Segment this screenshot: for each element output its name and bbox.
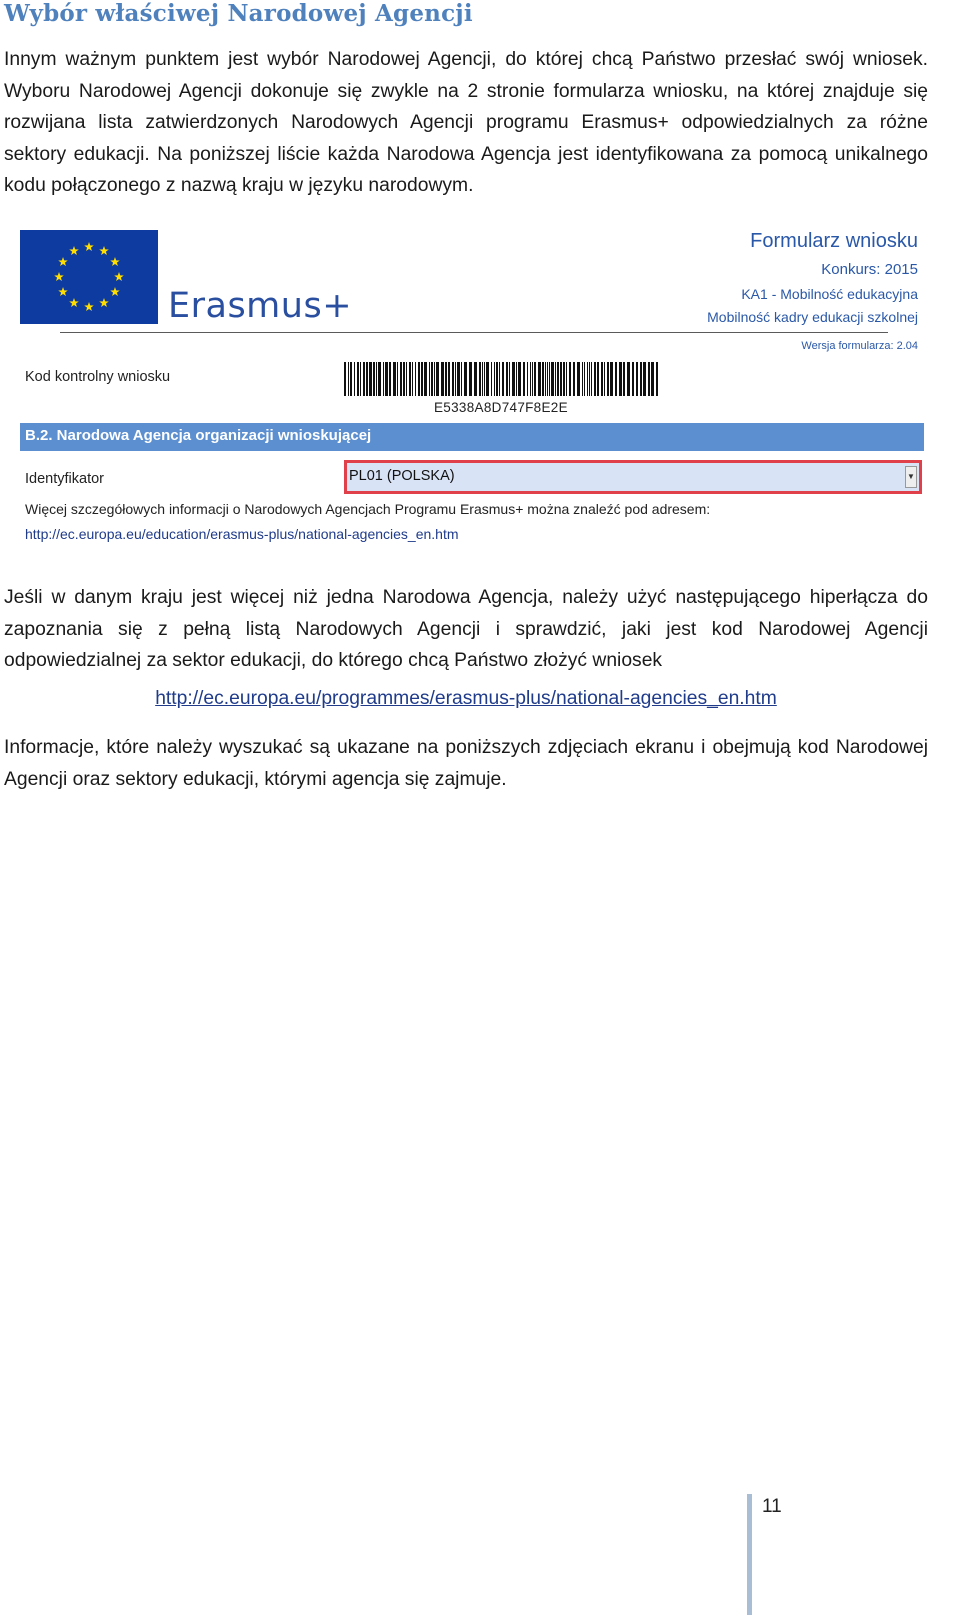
barcode-bar [376, 362, 377, 396]
page-number: 11 [762, 1496, 782, 1517]
eu-star-icon [58, 257, 68, 266]
barcode-bar [494, 362, 495, 396]
form-project-type: Mobilność kadry edukacji szkolnej [707, 309, 918, 325]
barcode-bar [549, 362, 550, 396]
barcode-bar [597, 362, 599, 396]
national-agencies-link[interactable]: http://ec.europa.eu/programmes/erasmus-plus/national-agencies_en.htm [155, 688, 777, 709]
barcode-bar [573, 362, 575, 396]
barcode-bar [393, 362, 396, 396]
barcode-bar [516, 362, 517, 396]
national-agency-select-value: PL01 (POLSKA) [349, 468, 455, 484]
eu-star-icon [69, 246, 79, 255]
barcode-bar [651, 362, 654, 396]
barcode-bar [491, 362, 492, 396]
barcode-bar [582, 362, 583, 396]
identifier-label: Identyfikator [25, 471, 104, 487]
barcode-bar [523, 362, 525, 396]
barcode-bar [418, 362, 420, 396]
multiple-agencies-paragraph: Jeśli w danym kraju jest więcej niż jedna Narodowa Agencja, należy użyć następującego hiperłącza do zapoznania się z pełną listą Narodowych Agencji i sprawdzić, jaki jest kod Narodowej Agencji odpowiedzialnej za sektor edukacji, do którego chcą Państwo złożyć wniosek [4, 587, 928, 671]
barcode-bar [551, 362, 554, 396]
barcode-bar [509, 362, 510, 396]
barcode-bar [610, 362, 613, 396]
eu-star-icon [69, 298, 79, 307]
barcode-bar [412, 362, 413, 396]
barcode-bar [502, 362, 504, 396]
barcode-bar [555, 362, 556, 396]
barcode-bar [506, 362, 508, 396]
barcode-bar [369, 362, 372, 396]
barcode-bar [457, 362, 460, 396]
barcode-bar [499, 362, 500, 396]
barcode-bar [421, 362, 423, 396]
barcode-bar [594, 362, 596, 396]
barcode-bar [448, 362, 450, 396]
barcode-bar [452, 362, 454, 396]
barcode-bar [429, 362, 430, 396]
barcode-bar [350, 362, 352, 396]
barcode-bar [354, 362, 355, 396]
page-number-bar [747, 1494, 752, 1615]
barcode-bar [604, 362, 605, 396]
section-heading: Wybór właściwej Narodowej Agencji [4, 0, 473, 27]
barcode-bar [623, 362, 625, 396]
info-paragraph: Informacje, które należy wyszukać są ukazane na poniższych zdjęciach ekranu i obejmują kod Narodowej Agencji oraz sektory edukacji, którymi agencja się zajmuje. [4, 737, 928, 790]
barcode-bar [464, 362, 467, 396]
form-version: Wersja formularza: 2.04 [801, 340, 918, 352]
barcode-bar [389, 362, 391, 396]
eu-star-icon [84, 302, 94, 311]
barcode-bar [445, 362, 447, 396]
barcode-bar [486, 362, 489, 396]
barcode-bar [619, 362, 622, 396]
barcode-bar [589, 362, 590, 396]
barcode-bar [344, 362, 346, 396]
barcode-bar [545, 362, 546, 396]
barcode-bar [431, 362, 433, 396]
eu-star-icon [114, 272, 124, 281]
eu-star-icon [110, 257, 120, 266]
intro-paragraph: Innym ważnym punktem jest wybór Narodowej Agencji, do której chcą Państwo przesłać swój wniosek. Wyboru Narodowej Agencji dokonuje się zwykle na 2 stronie formularza wniosku, na której znajduje się rozwijana lista zatwierdzonych Narodowych Agencji programu Erasmus+ odpowiedzialnych za różne sektory edukacji. Na poniższej liście każda Narodowa Agencja jest identyfikowana za pomocą unikalnego kodu połączonego z nazwą kraju w języku narodowym. [4, 49, 928, 196]
national-agencies-link-in-form[interactable]: http://ec.europa.eu/education/erasmus-plus/national-agencies_en.htm [25, 526, 459, 542]
eu-star-icon [84, 242, 94, 251]
barcode-bar [441, 362, 444, 396]
control-code-label: Kod kontrolny wniosku [25, 369, 171, 385]
barcode-bar [538, 362, 541, 396]
barcode-bar [518, 362, 521, 396]
barcode-bar [415, 362, 416, 396]
barcode-bar [632, 362, 634, 396]
barcode-bar [640, 362, 642, 396]
barcode-bar [584, 362, 585, 396]
barcode-bar [479, 362, 481, 396]
barcode-bar [348, 362, 349, 396]
barcode-bar [547, 362, 548, 396]
barcode-bar [566, 362, 567, 396]
barcode-bar [400, 362, 402, 396]
eu-star-icon [99, 298, 109, 307]
more-info-text: Więcej szczegółowych informacji o Narodowych Agencjach Programu Erasmus+ można znaleźć pod adresem: [25, 501, 711, 517]
barcode-bar [512, 362, 515, 396]
barcode-bar [615, 362, 617, 396]
eu-star-icon [54, 272, 64, 281]
form-contest: Konkurs: 2015 [821, 261, 918, 278]
barcode-bar [577, 362, 580, 396]
barcode-bar [383, 362, 384, 396]
barcode-bar [542, 362, 544, 396]
barcode-bar [648, 362, 650, 396]
barcode-bar [560, 362, 562, 396]
barcode-bar [569, 362, 571, 396]
barcode-bar [636, 362, 638, 396]
barcode-bar [532, 362, 533, 396]
barcode-bar [455, 362, 456, 396]
barcode-bar [409, 362, 411, 396]
barcode-bar [360, 362, 361, 396]
eu-star-icon [99, 246, 109, 255]
barcode-bar [424, 362, 427, 396]
eu-flag-icon [20, 230, 158, 324]
barcode-bar [607, 362, 609, 396]
form-title: Formularz wniosku [750, 230, 918, 252]
barcode-bar [406, 362, 407, 396]
barcode-bar [643, 362, 646, 396]
barcode-bar [357, 362, 359, 396]
national-agency-select[interactable] [344, 460, 922, 494]
barcode-bar [436, 362, 439, 396]
barcode-bar [373, 362, 375, 396]
barcode-bar [403, 362, 405, 396]
erasmus-logo-text: Erasmus+ [168, 286, 353, 326]
eu-star-icon [110, 287, 120, 296]
barcode-bar [434, 362, 435, 396]
barcode-bar [482, 362, 483, 396]
barcode-bar [591, 362, 592, 396]
chevron-down-icon[interactable]: ▼ [905, 466, 917, 488]
barcode-bar [363, 362, 365, 396]
barcode-bar [484, 362, 485, 396]
barcode-bar [557, 362, 559, 396]
barcode-bar [378, 362, 381, 396]
barcode-bar [601, 362, 603, 396]
barcode-bar [474, 362, 477, 396]
application-form-screenshot [18, 228, 928, 554]
barcode-bar [656, 362, 658, 396]
barcode-bar [469, 362, 472, 396]
barcode-bar [587, 362, 588, 396]
barcode-bar [385, 362, 388, 396]
barcode-bar [534, 362, 536, 396]
barcode-bar [563, 362, 565, 396]
barcode-bar [397, 362, 398, 396]
barcode-bar [527, 362, 528, 396]
control-code-value: E5338A8D747F8E2E [434, 400, 568, 415]
eu-star-icon [58, 287, 68, 296]
section-b2-header: B.2. Narodowa Agencja organizacji wnioskującej [20, 423, 924, 451]
barcode-bar [366, 362, 368, 396]
barcode-bar [496, 362, 498, 396]
barcode-bar [461, 362, 462, 396]
barcode-icon [344, 362, 660, 396]
form-action: KA1 - Mobilność edukacyjna [741, 286, 918, 302]
link-line [0, 688, 932, 710]
barcode-bar [627, 362, 630, 396]
header-divider [60, 332, 888, 333]
barcode-bar [530, 362, 531, 396]
